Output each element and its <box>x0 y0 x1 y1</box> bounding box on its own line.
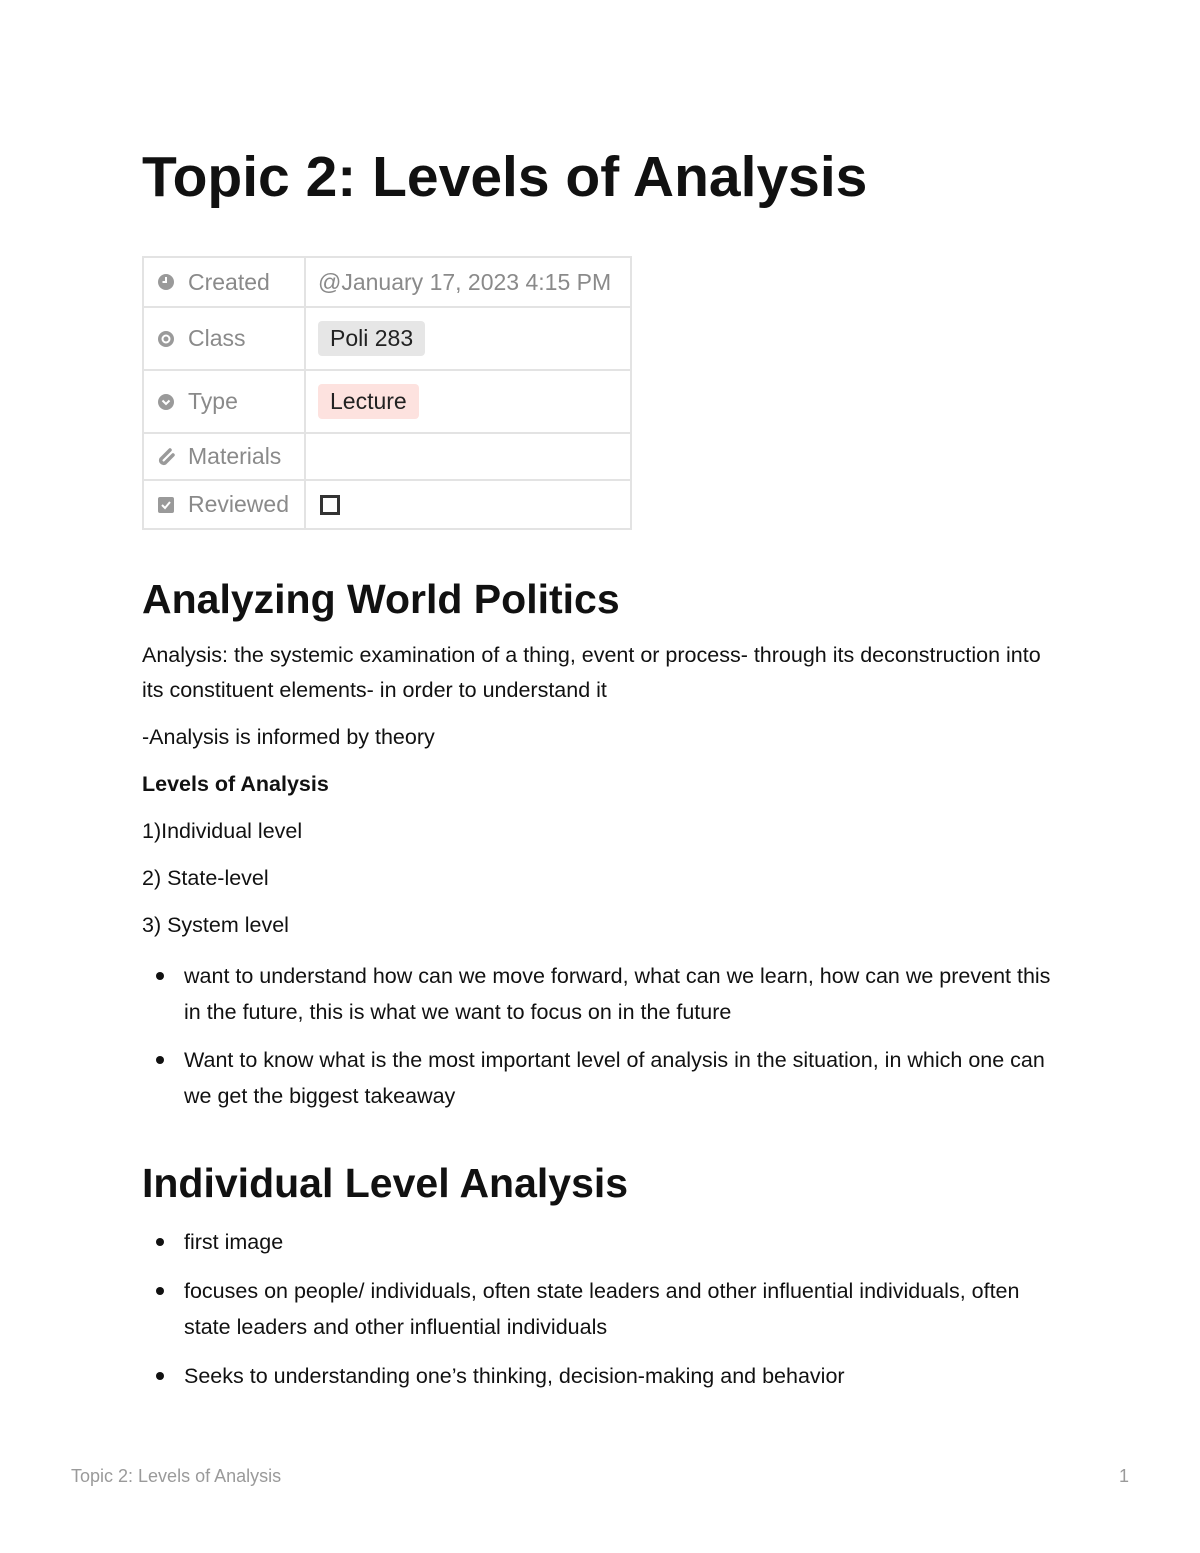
property-name-created <box>143 257 305 307</box>
list-item <box>142 1224 1052 1260</box>
property-label: Reviewed <box>188 491 289 517</box>
property-row-created <box>143 257 631 307</box>
section2-bullet-list <box>142 1224 1052 1394</box>
page-title: Topic 2: Levels of Analysis <box>142 145 868 209</box>
list-item-text: want to understand how can we move forward, what can we learn, how can we prevent this in the future, this is what we want to focus on in the future <box>184 964 1051 1024</box>
analysis-definition: Analysis: the systemic examination of a thing, event or process- through its deconstruction into its constituent elements- in order to understand it <box>142 643 1041 702</box>
property-name-class <box>143 307 305 370</box>
property-row-materials <box>143 433 631 480</box>
type-tag[interactable]: Lecture <box>318 384 419 419</box>
list-item <box>142 958 1052 1030</box>
property-value-materials[interactable] <box>305 433 631 480</box>
footer-doc-title: Topic 2: Levels of Analysis <box>71 1466 282 1486</box>
section-heading-individual-level-analysis: Individual Level Analysis <box>142 1160 629 1206</box>
property-value-class[interactable] <box>305 307 631 370</box>
levels-heading: Levels of Analysis <box>142 772 329 796</box>
list-item-text: Want to know what is the most important level of analysis in the situation, in which one can we get the biggest takeaway <box>184 1048 1045 1108</box>
property-name-reviewed <box>143 480 305 529</box>
list-item-text: focuses on people/ individuals, often state leaders and other influential individuals, often state leaders and other influential individuals <box>184 1279 1020 1339</box>
bullet-dot <box>156 1238 164 1246</box>
list-item <box>142 1273 1052 1345</box>
properties-table <box>142 256 632 530</box>
class-tag[interactable]: Poli 283 <box>318 321 425 356</box>
select-icon <box>156 392 176 412</box>
section-heading-analyzing-world-politics: Analyzing World Politics <box>142 576 620 622</box>
property-label: Type <box>188 388 238 414</box>
list-item-text: first image <box>184 1230 284 1254</box>
list-item <box>142 1042 1052 1114</box>
bullet-dot <box>156 1056 164 1064</box>
checkbox-icon <box>156 495 176 515</box>
property-value-created[interactable] <box>305 257 631 307</box>
property-value-type[interactable] <box>305 370 631 433</box>
property-value-reviewed <box>305 480 631 529</box>
list-item <box>142 1358 1052 1394</box>
bullet-dot <box>156 972 164 980</box>
property-row-type <box>143 370 631 433</box>
bullet-dot <box>156 1287 164 1295</box>
created-date: @January 17, 2023 4:15 PM <box>318 268 612 295</box>
theory-note: -Analysis is informed by theory <box>142 725 435 749</box>
clock-icon <box>156 272 176 292</box>
property-label: Materials <box>188 443 282 469</box>
property-name-type <box>143 370 305 433</box>
section1-bullet-list <box>142 958 1052 1114</box>
footer-page-number: 1 <box>1118 1466 1129 1486</box>
select-icon <box>156 329 176 349</box>
bullet-dot <box>156 1372 164 1380</box>
level-item-system: 3) System level <box>142 913 289 937</box>
property-label: Created <box>188 268 270 295</box>
property-label: Class <box>188 325 246 351</box>
paperclip-icon <box>156 447 176 467</box>
level-item-individual: 1)Individual level <box>142 819 303 843</box>
property-row-class <box>143 307 631 370</box>
list-item-text: Seeks to understanding one’s thinking, decision-making and behavior <box>184 1364 845 1388</box>
property-name-materials <box>143 433 305 480</box>
property-row-reviewed <box>143 480 631 529</box>
level-item-state: 2) State-level <box>142 866 269 890</box>
reviewed-checkbox[interactable] <box>320 495 340 515</box>
